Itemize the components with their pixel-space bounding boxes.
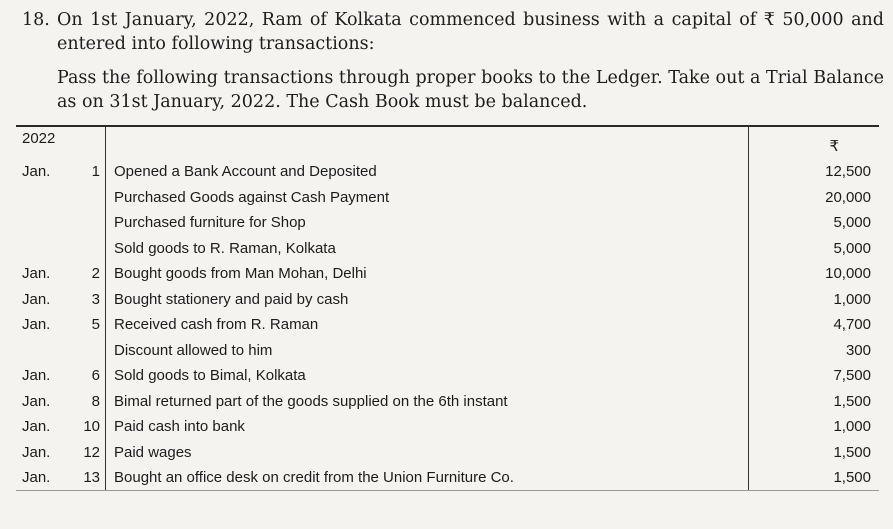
row-month	[16, 236, 74, 262]
question-block	[22, 8, 884, 114]
row-description: Discount allowed to him	[114, 341, 273, 359]
row-amount: 1,000	[749, 287, 880, 313]
row-day: 13	[74, 465, 106, 491]
row-month: Jan.	[22, 367, 51, 385]
row-amount: 20,000	[749, 185, 880, 211]
row-day: 1	[74, 159, 106, 185]
question-intro: On 1st January, 2022, Ram of Kolkata commenced business with a capital of ₹ 50,000 and entered into following transactions:	[57, 10, 884, 54]
table-row	[16, 338, 879, 364]
row-month: Jan.	[22, 418, 51, 436]
row-description: Bought an office desk on credit from the Union Furniture Co.	[114, 469, 514, 487]
desc-header	[106, 126, 749, 159]
table-header-row	[16, 126, 879, 159]
row-amount: 5,000	[749, 236, 880, 262]
row-month: Jan.	[22, 392, 51, 410]
row-month: Jan.	[22, 443, 51, 461]
row-description: Purchased Goods against Cash Payment	[114, 188, 390, 206]
table-bottom-rule	[16, 490, 879, 491]
table-row	[16, 389, 879, 415]
row-description: Purchased furniture for Shop	[114, 214, 306, 232]
table-row	[16, 236, 879, 262]
question-instruction: Pass the following transactions through proper books to the Ledger. Take out a Trial Balance as on 31st January, 2022. The Cash Book must be balanced.	[57, 68, 884, 112]
row-amount: 300	[749, 338, 880, 364]
row-day	[74, 185, 106, 211]
table-row	[16, 261, 879, 287]
table-row	[16, 185, 879, 211]
row-day: 10	[74, 414, 106, 440]
table-row	[16, 287, 879, 313]
row-month: Jan.	[22, 265, 51, 283]
row-description: Bought stationery and paid by cash	[114, 290, 349, 308]
row-description: Paid cash into bank	[114, 418, 245, 436]
row-amount: 4,700	[749, 312, 880, 338]
row-day: 6	[74, 363, 106, 389]
row-description: Bought goods from Man Mohan, Delhi	[114, 265, 367, 283]
table-row	[16, 363, 879, 389]
row-day	[74, 338, 106, 364]
row-description: Sold goods to R. Raman, Kolkata	[114, 239, 336, 257]
row-month	[16, 338, 74, 364]
table-row	[16, 414, 879, 440]
row-month: Jan.	[22, 290, 51, 308]
table-row	[16, 210, 879, 236]
row-month	[16, 185, 74, 211]
row-amount: 7,500	[749, 363, 880, 389]
transactions-table	[16, 125, 879, 491]
row-description: Paid wages	[114, 443, 192, 461]
row-day: 12	[74, 440, 106, 466]
question-number: 18.	[22, 10, 50, 30]
row-month: Jan.	[22, 163, 51, 181]
row-month	[16, 210, 74, 236]
row-day	[74, 236, 106, 262]
table-row	[16, 465, 879, 491]
row-description: Opened a Bank Account and Deposited	[114, 163, 377, 181]
row-month: Jan.	[22, 469, 51, 487]
table-row	[16, 312, 879, 338]
day-header	[74, 126, 106, 159]
row-description: Sold goods to Bimal, Kolkata	[114, 367, 306, 385]
row-amount: 5,000	[749, 210, 880, 236]
row-month: Jan.	[22, 316, 51, 334]
table-row	[16, 440, 879, 466]
row-amount: 10,000	[749, 261, 880, 287]
row-day: 2	[74, 261, 106, 287]
row-description: Received cash from R. Raman	[114, 316, 319, 334]
row-amount: 12,500	[749, 159, 880, 185]
row-amount: 1,500	[749, 440, 880, 466]
table-row	[16, 159, 879, 185]
row-day: 8	[74, 389, 106, 415]
row-description: Bimal returned part of the goods supplied on the 6th instant	[114, 392, 508, 410]
year-label: 2022	[16, 126, 74, 159]
row-day: 3	[74, 287, 106, 313]
row-amount: 1,000	[749, 414, 880, 440]
row-amount: 1,500	[749, 465, 880, 491]
row-amount: 1,500	[749, 389, 880, 415]
row-day	[74, 210, 106, 236]
row-day: 5	[74, 312, 106, 338]
currency-header: ₹	[749, 126, 880, 159]
